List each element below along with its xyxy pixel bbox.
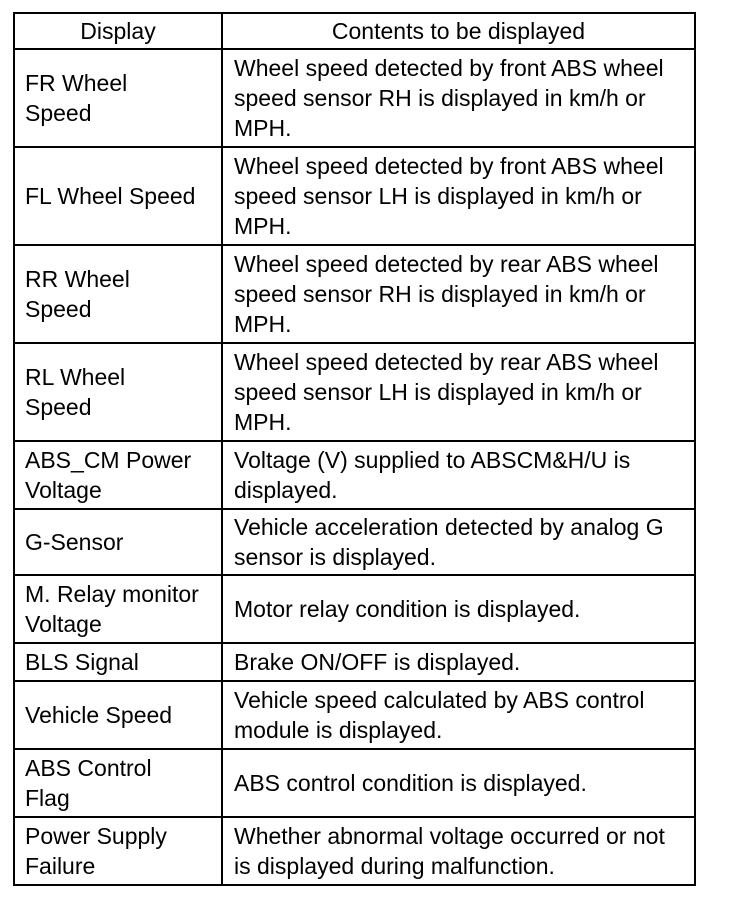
table-row — [14, 509, 695, 575]
contents-cell: Brake ON/OFF is displayed. — [222, 643, 695, 681]
table-row — [14, 441, 695, 509]
table-row — [14, 681, 695, 749]
table-row — [14, 343, 695, 441]
table-row — [14, 643, 695, 681]
contents-cell: Vehicle acceleration detected by analog G sensor is displayed. — [222, 509, 695, 575]
table-body — [14, 49, 695, 885]
display-contents-table — [13, 12, 696, 886]
display-cell: Vehicle Speed — [14, 681, 222, 749]
header-display: Display — [14, 13, 222, 49]
contents-cell: Motor relay condition is displayed. — [222, 575, 695, 643]
display-cell: RL Wheel Speed — [14, 343, 222, 441]
display-cell: G-Sensor — [14, 509, 222, 575]
contents-cell: Wheel speed detected by front ABS wheel speed sensor RH is displayed in km/h or MPH. — [222, 49, 695, 147]
display-cell: BLS Signal — [14, 643, 222, 681]
display-cell: FR Wheel Speed — [14, 49, 222, 147]
display-cell: RR Wheel Speed — [14, 245, 222, 343]
table-row — [14, 245, 695, 343]
contents-cell: Voltage (V) supplied to ABSCM&H/U is displayed. — [222, 441, 695, 509]
contents-cell: Whether abnormal voltage occurred or not is displayed during malfunction. — [222, 817, 695, 885]
table-row — [14, 575, 695, 643]
table-row — [14, 49, 695, 147]
contents-cell: ABS control condition is displayed. — [222, 749, 695, 817]
display-cell: M. Relay monitor Voltage — [14, 575, 222, 643]
table-row — [14, 147, 695, 245]
header-row — [14, 13, 695, 49]
table-row — [14, 749, 695, 817]
table-header — [14, 13, 695, 49]
display-cell: ABS_CM Power Voltage — [14, 441, 222, 509]
contents-cell: Wheel speed detected by front ABS wheel speed sensor LH is displayed in km/h or MPH. — [222, 147, 695, 245]
display-cell: ABS Control Flag — [14, 749, 222, 817]
contents-cell: Wheel speed detected by rear ABS wheel speed sensor LH is displayed in km/h or MPH. — [222, 343, 695, 441]
table-row — [14, 817, 695, 885]
display-cell: Power Supply Failure — [14, 817, 222, 885]
header-contents: Contents to be displayed — [222, 13, 695, 49]
contents-cell: Vehicle speed calculated by ABS control module is displayed. — [222, 681, 695, 749]
display-cell: FL Wheel Speed — [14, 147, 222, 245]
contents-cell: Wheel speed detected by rear ABS wheel speed sensor RH is displayed in km/h or MPH. — [222, 245, 695, 343]
